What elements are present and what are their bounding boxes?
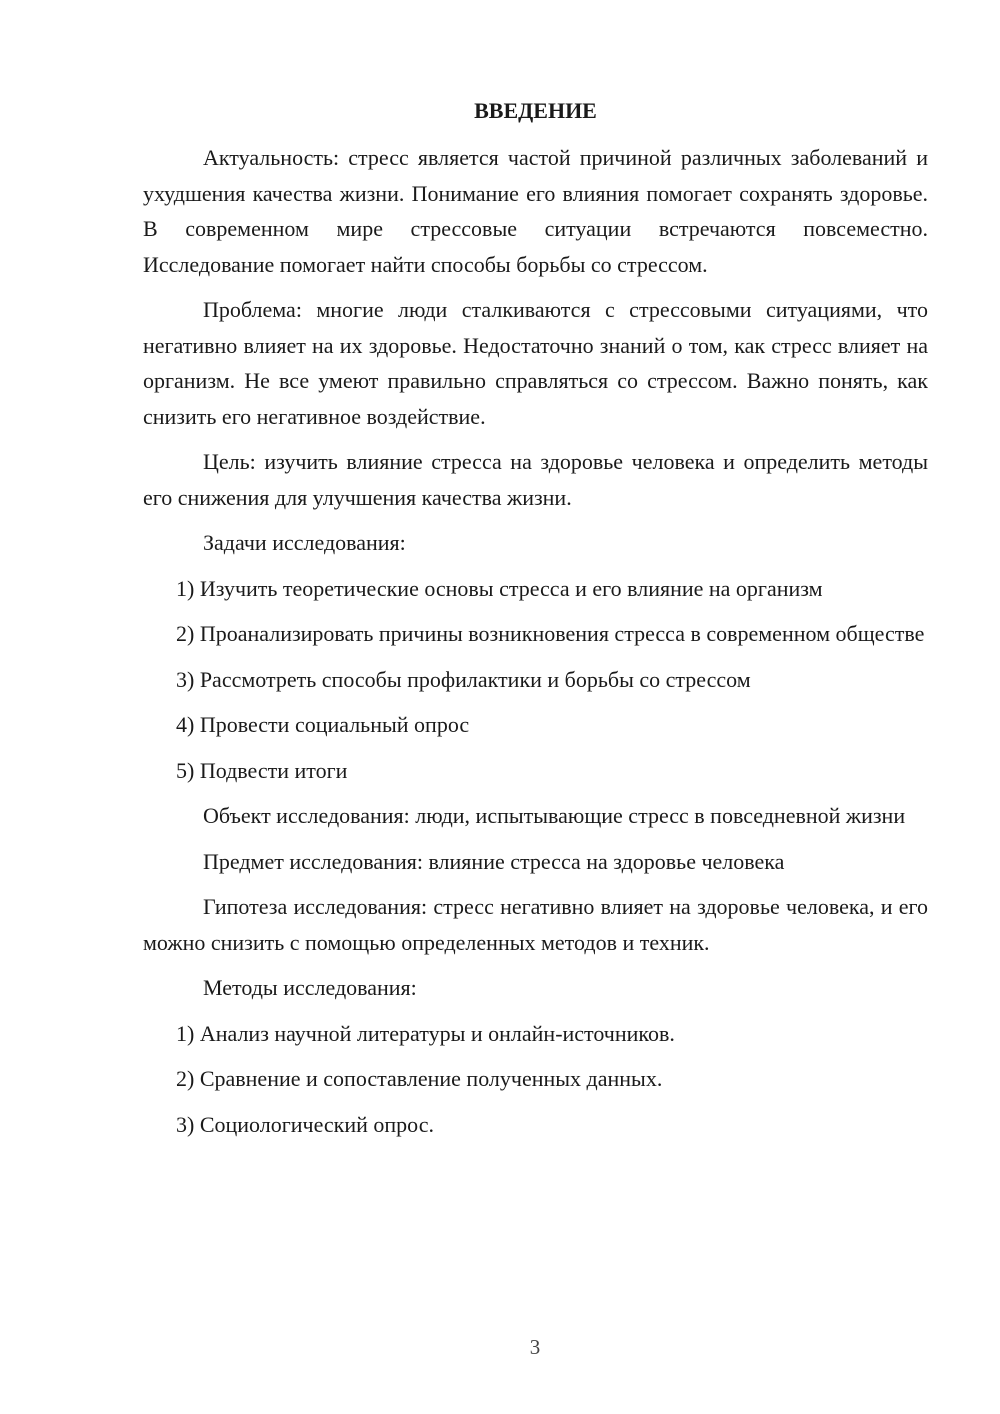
problem-paragraph: Проблема: многие люди сталкиваются с стрессовыми ситуациями, что негативно влияет на их здоровье. Недостаточно знаний о том, как стресс влияет на организм. Не все умеют правильно справляться со стрессом. Важно понять, как снизить его негативное воздействие. (143, 297, 928, 429)
task-item: 1) Изучить теоретические основы стресса и его влияние на организм (176, 575, 823, 601)
tasks-heading: Задачи исследования: (203, 530, 406, 555)
method-item: 2) Сравнение и сопоставление полученных данных. (176, 1066, 663, 1091)
relevance-paragraph: Актуальность: стресс является частой причиной различных заболеваний и ухудшения качества жизни. Понимание его влияния помогает сохранять здоровье. В современном мире стрессовые ситуации встречаются повсеместно. Исследование помогает найти способы борьбы со стрессом. (143, 145, 928, 277)
hypothesis-paragraph: Гипотеза исследования: стресс негативно влияет на здоровье человека, и его можно снизить с помощью определенных методов и техник. (143, 894, 928, 955)
task-item: 3) Рассмотреть способы профилактики и борьбы со стрессом (176, 666, 751, 692)
method-item: 3) Социологический опрос. (176, 1111, 434, 1137)
goal-paragraph: Цель: изучить влияние стресса на здоровье человека и определить методы его снижения для улучшения качества жизни. (143, 449, 928, 510)
task-item: 4) Провести социальный опрос (176, 712, 470, 737)
section-title: ВВЕДЕНИЕ (474, 98, 597, 123)
methods-heading: Методы исследования: (203, 975, 417, 1000)
task-item: 2) Проанализировать причины возникновения стресса в современном обществе (176, 621, 925, 646)
subject-paragraph: Предмет исследования: влияние стресса на здоровье человека (203, 848, 785, 874)
object-paragraph: Объект исследования: люди, испытывающие стресс в повседневной жизни (203, 803, 906, 828)
method-item: 1) Анализ научной литературы и онлайн-источников. (176, 1020, 675, 1046)
page-content (143, 96, 928, 1152)
task-item: 5) Подвести итоги (176, 757, 348, 783)
page-number: 3 (529, 1335, 541, 1359)
